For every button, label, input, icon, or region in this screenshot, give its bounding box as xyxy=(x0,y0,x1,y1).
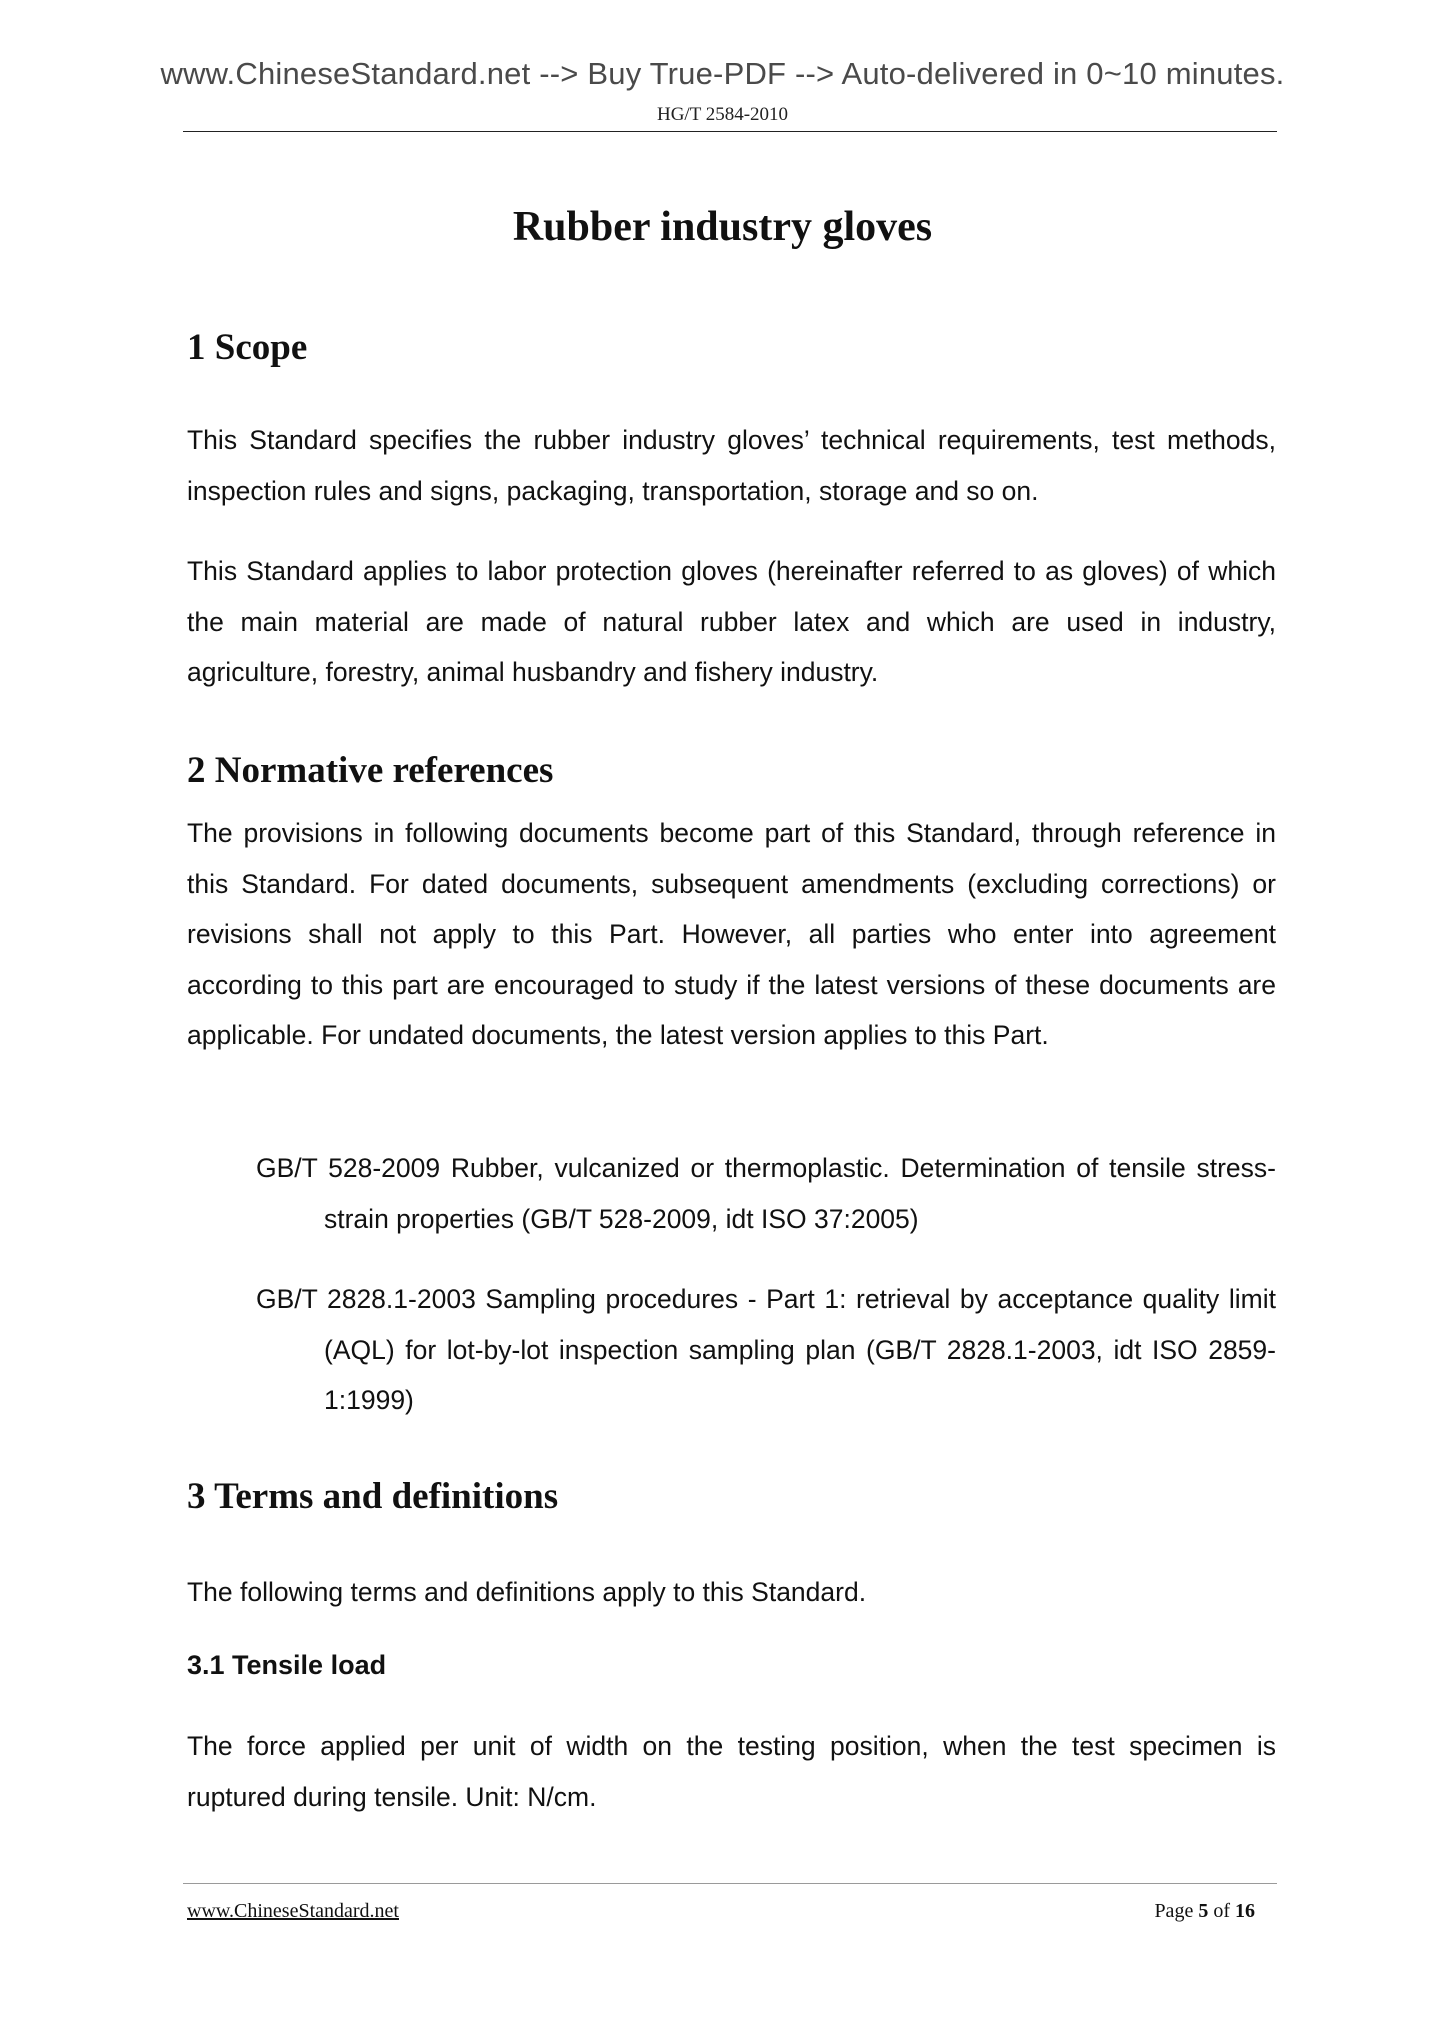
page-indicator xyxy=(1154,1900,1255,1923)
section-heading-normative-references: 2 Normative references xyxy=(187,750,554,791)
page-label: Page xyxy=(1154,1900,1194,1922)
document-title: Rubber industry gloves xyxy=(512,204,933,250)
standard-code: HG/T 2584-2010 xyxy=(656,104,789,125)
footer-website-link[interactable]: www.ChineseStandard.net xyxy=(187,1900,399,1922)
header-divider xyxy=(183,131,1277,132)
terms-definitions-paragraph: The following terms and definitions apply to this Standard. xyxy=(187,1577,867,1607)
total-pages-number: 16 xyxy=(1235,1900,1255,1922)
subsection-heading-tensile-load: 3.1 Tensile load xyxy=(187,1650,387,1680)
normative-references-paragraph: The provisions in following documents become part of this Standard, through reference in this Standard. For dated documents, subsequent amendments (excluding corrections) or revisions shall not apply to this Part. However, all parties who enter into agreement according to this part are encouraged to study if the latest versions of these documents are applicable. For undated documents, the latest version applies to this Part. xyxy=(187,818,1276,1050)
promo-banner[interactable]: www.ChineseStandard.net --> Buy True-PDF --> Auto-delivered in 0~10 minutes. xyxy=(160,56,1285,91)
current-page-number: 5 xyxy=(1198,1900,1209,1922)
reference-item-gbt-2828: GB/T 2828.1-2003 Sampling procedures - Part 1: retrieval by acceptance quality limit (AQL) for lot-by-lot inspection sampling plan (GB/T 2828.1-2003, idt ISO 2859-1:1999) xyxy=(256,1284,1276,1415)
scope-paragraph-1: This Standard specifies the rubber industry gloves’ technical requirements, test methods, inspection rules and signs, packaging, transportation, storage and so on. xyxy=(187,425,1276,506)
tensile-load-definition: The force applied per unit of width on the testing position, when the test specimen is ruptured during tensile. Unit: N/cm. xyxy=(187,1731,1276,1812)
of-label: of xyxy=(1213,1900,1230,1922)
scope-paragraph-2: This Standard applies to labor protection gloves (hereinafter referred to as gloves) of which the main material are made of natural rubber latex and which are used in industry, agriculture, forestry, animal husbandry and fishery industry. xyxy=(187,556,1276,687)
section-heading-scope: 1 Scope xyxy=(187,327,308,368)
section-heading-terms-definitions: 3 Terms and definitions xyxy=(187,1476,559,1517)
reference-item-gbt-528: GB/T 528-2009 Rubber, vulcanized or thermoplastic. Determination of tensile stress-strain properties (GB/T 528-2009, idt ISO 37:2005) xyxy=(256,1153,1276,1234)
footer-divider xyxy=(183,1883,1277,1884)
